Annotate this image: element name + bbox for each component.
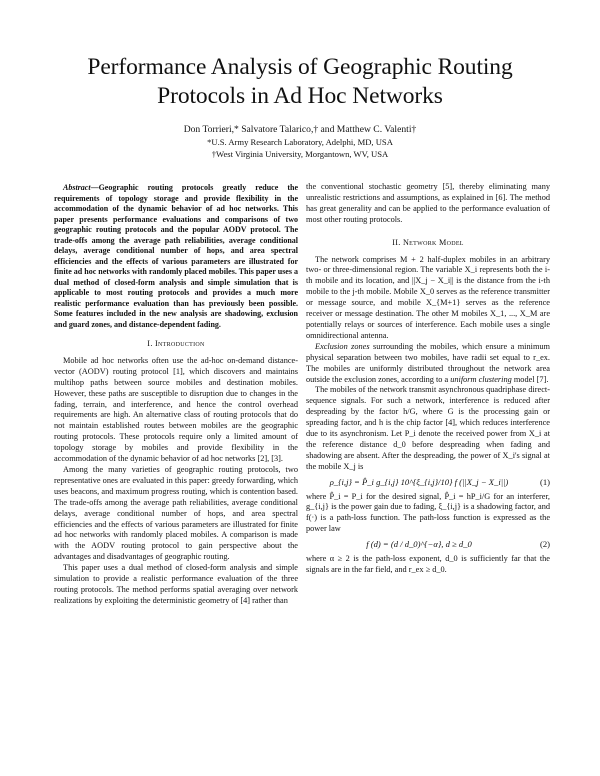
- title-line-1: Performance Analysis of Geographic Routing: [87, 54, 513, 80]
- right-column: [306, 182, 550, 576]
- section-heading-network-model: II. Network Model: [392, 237, 464, 247]
- abstract: [54, 183, 298, 330]
- term-exclusion-zones: Exclusion zones: [315, 341, 370, 351]
- equation-1: [306, 477, 550, 488]
- intro-paragraph-1: Mobile ad hoc networks often use the ad-hoc on-demand distance-vector (AODV) routing protocol [1], which discovers and maintains multihop paths between source mobiles and destination mobiles. However, these paths are susceptible to disruption due to changes in the fading, terrain, and interference, and hence the control overhead requirements are high. An alternative class of routing protocols that do not maintain established routes between mobiles are the geographic routing protocols. These protocols require only a limited amount of topology storage by mobiles and provide flexibility in the accommodation of the dynamic behavior of ad hoc networks [2], [3].: [54, 355, 298, 464]
- author-list: Don Torrieri,* Salvatore Talarico,† and Matthew C. Valenti†: [183, 124, 417, 135]
- section-heading-introduction: I. Introduction: [147, 339, 205, 348]
- affiliation-2: †West Virginia University, Morgantown, WV, USA: [211, 149, 389, 159]
- model-paragraph-2: [306, 342, 550, 386]
- equation-2-body: f (d) = (d / d_0)^{−α}, d ≥ d_0: [366, 539, 472, 550]
- model-paragraph-2-text: surrounding the mobiles, which ensure a minimum physical separation between two mobiles, have radii set equal to r_ex. The mobiles are uniformly distributed throughout the network area outside the exclusion zones, according to a: [306, 341, 550, 384]
- abstract-lead: Abstract: [63, 183, 91, 192]
- model-paragraph-3: The mobiles of the network transmit asynchronous quadriphase direct-sequence signals. For such a network, interference is reduced after despreading by the factor h/G, where G is the processing gain or spreading factor, and h is the chip factor [4], which reduces interference due to its asynchronism. Let P_i denote the received power from X_i at the reference distance d_0 before despreading when fading and shadowing are absent. After the despreading, the power of X_i's signal at the mobile X_j is: [306, 385, 550, 471]
- model-paragraph-5: where α ≥ 2 is the path-loss exponent, d_0 is sufficiently far that the signals are in the far field, and r_ex ≥ d_0.: [306, 554, 550, 574]
- intro-paragraph-2: Among the many varieties of geographic routing protocols, two representative ones are evaluated in this paper: greedy forwarding, which uses beacons, and maximum progress routing, which is contention based. The trade-offs among the average path reliabilities, average conditional delays, average conditional number of hops, and area spectral efficiencies and the effects of various parameters are illustrated for finite ad hoc networks with randomly placed mobiles. A comparison is made with the AODV routing protocol to gain perspective about the advantages and disadvantages of geographic routing.: [54, 464, 298, 562]
- affiliation-1: *U.S. Army Research Laboratory, Adelphi, MD, USA: [207, 137, 393, 147]
- term-uniform-clustering: uniform clustering: [450, 374, 512, 384]
- abstract-text: —Geographic routing protocols greatly reduce the requirements of topology storage and provide flexibility in the accommodation of the dynamic behavior of ad hoc networks. This paper presents performance evaluations and comparisons of two geographic routing protocols and the popular AODV protocol. The trade-offs among the average path reliabilities, average conditional delays, average conditional number of hops, and area spectral efficiencies and the effects of various parameters are illustrated for finite ad hoc networks with randomly placed mobiles. This paper uses a dual method of closed-form analysis and simple simulation that is applicable to most routing protocols and provides a much more realistic performance evaluation than has previously been possible. Some features included in the new analysis are shadowing, exclusion and guard zones, and distance-dependent fading.: [54, 183, 298, 329]
- paper-title: [40, 53, 560, 111]
- intro-continuation: the conventional stochastic geometry [5], thereby eliminating many unrealistic restrictions and assumptions, as explained in [6]. The method has great generality and can be applied to the performance evaluation of most other routing protocols.: [306, 182, 550, 224]
- equation-2-number: (2): [539, 539, 550, 550]
- equation-2: [306, 539, 550, 550]
- intro-paragraph-3: This paper uses a dual method of closed-form analysis and simple simulation to provide a realistic performance evaluation of the three routing protocols. The method performs spatial averaging over network realizations by exploiting the deterministic geometry of [4] rather than: [54, 563, 298, 605]
- title-line-2: Protocols in Ad Hoc Networks: [157, 83, 443, 109]
- model-paragraph-1: The network comprises M + 2 half-duplex mobiles in an arbitrary two- or three-dimensional region. The variable X_i represents both the i-th mobile and its location, and ||X_j − X_i|| is the distance from the i-th mobile to the j-th mobile. Mobile X_0 serves as the reference transmitter or message source, and mobile X_{M+1} serves as the reference receiver or message destination. The other M mobiles X_1, ..., X_M are potentially relays or sources of interference. Each mobile uses a single omnidirectional antenna.: [306, 254, 550, 340]
- model-paragraph-2-end: model [7].: [511, 374, 549, 384]
- model-paragraph-4: where P̂_i = P_i for the desired signal, P̂_i = hP_i/G for an interferer, g_{i,j} is the power gain due to fading, ξ_{i,j} is a shadowing factor, and f(·) is a path-loss function. The path-loss function is expressed as the power law: [306, 491, 550, 534]
- left-column: [54, 183, 298, 607]
- equation-1-body: ρ_{i,j} = P̂_i g_{i,j} 10^{ξ_{i,j}/10} f (||X_j − X_i||): [329, 476, 509, 487]
- equation-1-number: (1): [539, 476, 550, 487]
